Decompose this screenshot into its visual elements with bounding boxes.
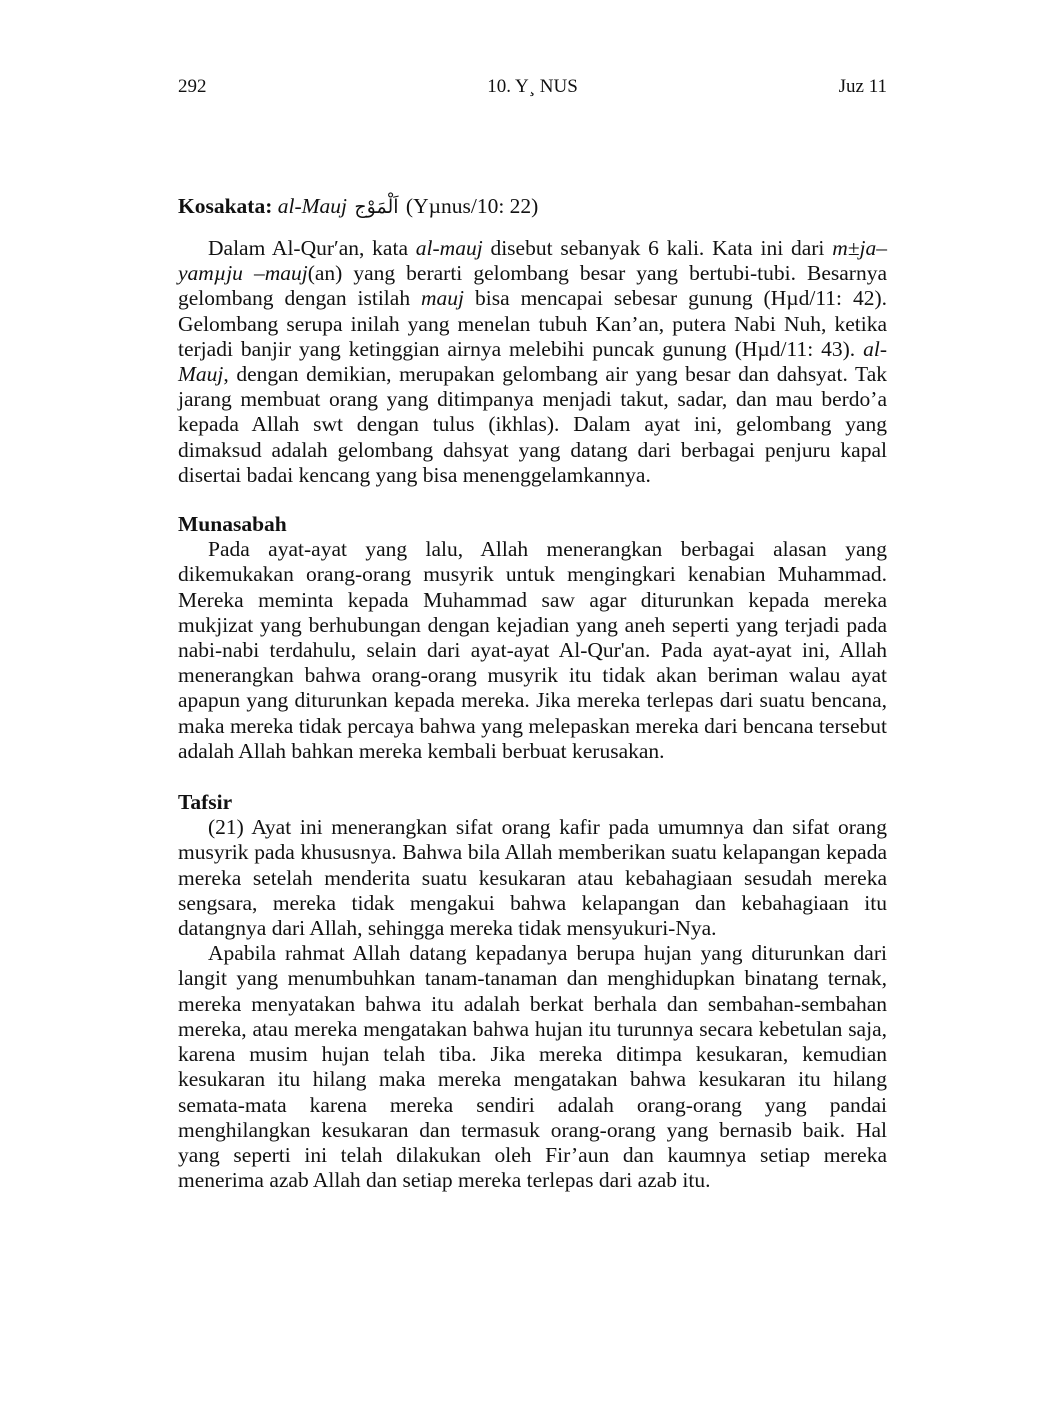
kosakata-reference: (Yµnus/10: 22) <box>405 194 539 218</box>
kosakata-text-italic: m±ja–yamµju –mauj <box>178 236 887 286</box>
kosakata-text: disebut sebanyak 6 kali. Kata ini dari <box>482 236 833 260</box>
kosakata-arabic: اَلْمَوْج <box>354 196 399 218</box>
page-header <box>178 76 887 100</box>
chapter-title: 10. Y¸ NUS <box>487 76 578 97</box>
kosakata-text-italic: al-Mauj <box>178 336 887 387</box>
kosakata-text: bisa mencapai sebesar gunung (Hµd/11: 42). Gelombang serupa inilah yang menelan tubuh Kan’an, putera Nabi Nuh, ketika terjadi banjir yang ketinggian airnya melebihi puncak gunung (Hµd/11: 43). <box>178 286 888 361</box>
section-spacer <box>178 488 887 512</box>
juz-label: Juz 11 <box>838 76 887 97</box>
kosakata-term: al-Mauj <box>277 194 348 218</box>
page-number: 292 <box>178 76 207 97</box>
page-content <box>178 192 887 1193</box>
kosakata-label: Kosakata: <box>178 194 273 218</box>
kosakata-text-italic: mauj <box>421 286 465 311</box>
tafsir-paragraph-1: (21) Ayat ini menerangkan sifat orang kafir pada umumnya dan sifat orang musyrik pada khususnya. Bahwa bila Allah memberikan suatu kelapangan kepada mereka setelah menderita suatu kesukaran atau kebahagiaan sesudah mereka sengsara, mereka tidak mengakui bahwa kelapangan dan kebahagiaan itu datangnya dari Allah, sehingga mereka tidak mensyukuri-Nya. <box>178 815 887 941</box>
tafsir-paragraph-2: Apabila rahmat Allah datang kepadanya berupa hujan yang diturunkan dari langit yang menumbuhkan tanam-tanaman dan menghidupkan binatang ternak, mereka menyatakan bahwa itu adalah berkat berhala dan sembahan-sembahan mereka, atau mereka mengatakan bahwa hujan itu turunnya secara kebetulan saja, karena musim hujan telah tiba. Jika mereka ditimpa kesukaran, kemudian kesukaran itu hilang maka mereka mengatakan bahwa kesukaran itu hilang semata-mata karena mereka sendiri adalah orang-orang yang pandai menghilangkan kesukaran dan termasuk orang-orang yang bernasib baik. Hal yang seperti ini telah dilakukan oleh Fir’aun dan kaumnya setiap mereka menerima azab Allah dan setiap mereka terlepas dari azab itu. <box>178 941 887 1193</box>
kosakata-text: , dengan demikian, merupakan gelombang air yang besar dan dahsyat. Tak jarang membuat orang yang ditimpanya menjadi takut, sadar, dan mau berdo’a kepada Allah swt dengan tulus (ikhlas). Dalam ayat ini, gelombang yang dimaksud adalah gelombang dahsyat yang datang dari berbagai penjuru kapal disertai badai kencang yang bisa menenggelamkannya. <box>178 362 887 487</box>
section-spacer <box>178 764 887 790</box>
kosakata-heading <box>178 192 887 220</box>
kosakata-text: Dalam Al-Qur′an, kata <box>208 236 416 260</box>
kosakata-text: (an) yang berarti gelombang besar yang bertubi-tubi. Besarnya gelombang dengan istilah <box>178 261 887 311</box>
munasabah-heading: Munasabah <box>178 512 287 537</box>
munasabah-paragraph: Pada ayat-ayat yang lalu, Allah menerangkan berbagai alasan yang dikemukakan orang-orang musyrik untuk mengingkari kenabian Muhammad. Mereka meminta kepada Muhammad saw agar diturunkan kepada mereka mukjizat yang berhubungan dengan kejadian yang aneh seperti yang terjadi pada nabi-nabi terdahulu, selain dari ayat-ayat Al-Qur'an. Pada ayat-ayat ini, Allah menerangkan bahwa orang-orang musyrik itu tidak akan beriman walau ayat apapun yang diturunkan kepada mereka. Jika mereka terlepas dari suatu bencana, maka mereka tidak percaya bahwa yang melepaskan mereka dari bencana tersebut adalah Allah bahkan mereka kembali berbuat kerusakan. <box>178 537 887 763</box>
kosakata-text-italic: al-mauj <box>415 236 483 260</box>
kosakata-paragraph <box>178 236 887 488</box>
tafsir-heading: Tafsir <box>178 790 233 815</box>
